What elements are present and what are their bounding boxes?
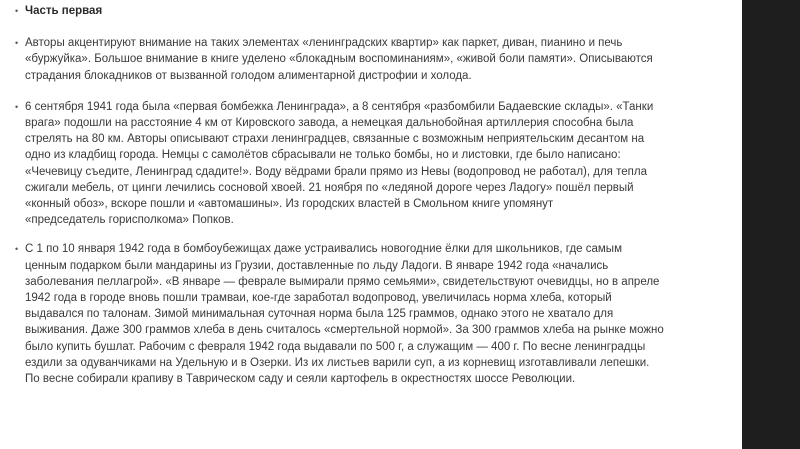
paragraph-3	[15, 241, 739, 387]
paragraph-2	[15, 99, 739, 229]
text-line: ездили за одуванчиками на Удельную и в Озерки. Из их листьев варили суп, а из корневищ изготавливали лепешки.	[25, 356, 650, 369]
slide-edge-bar	[742, 0, 800, 449]
bullet-icon: •	[15, 244, 19, 255]
text-line: «Чечевицу съедите, Ленинград сдадите!». Воду вёдрами брали прямо из Невы (водопровод не работал), для тепла	[25, 165, 647, 178]
text-line: С 1 по 10 января 1942 года в бомбоубежищах даже устраивались новогодние ёлки для школьников, где самым	[25, 243, 622, 256]
text-line: сжигали мебель, от цинги лечились сосновой хвоей. 21 ноября по «ледяной дороге через Ладогу» пошёл первый	[25, 181, 634, 194]
bullet-icon: •	[15, 38, 19, 49]
text-line: «конный обоз», вскоре пошли и «автомашины». Из городских властей в Смольном книге упомянут	[25, 198, 554, 211]
text-line: одно из кладбищ города. Немцы с самолётов сбрасывали не только бомбы, но и листовки, где было написано:	[25, 149, 621, 162]
text-line: выживания. Даже 300 граммов хлеба в день считалось «смертельной нормой». За 300 граммов хлеба на рынке можно	[25, 324, 664, 337]
text-line: выдавался по талонам. Зимой минимальная суточная норма была 125 граммов, однако этого не хватало для	[25, 308, 614, 321]
paragraph-text	[25, 99, 739, 229]
slide-content	[15, 3, 739, 387]
text-line: было купить бушлат. Рабочим с февраля 1942 года выдавали по 500 г, а служащим — 400 г. По весне ленинградцы	[25, 340, 646, 353]
paragraph-1	[15, 35, 739, 84]
heading-item	[15, 3, 739, 19]
heading-title: Часть первая	[25, 5, 103, 17]
text-line: «буржуйка». Большое внимание в книге уделено «блокадным воспоминаниям», «живой боли памяти». Описываются	[25, 53, 653, 66]
text-line: Авторы акцентируют внимание на таких элементах «ленинградских квартир» как паркет, диван, пианино и печь	[25, 37, 623, 50]
paragraph-text	[25, 241, 739, 387]
text-line: По весне собирали крапиву в Таврическом саду и сеяли картофель в окрестностях шоссе Революции.	[25, 373, 576, 386]
bullet-icon: •	[15, 6, 19, 16]
text-line: страдания блокадников от вызванной голодом алиментарной дистрофии и холода.	[25, 69, 472, 82]
text-line: ценным подарком были мандарины из Грузии, доставленные по льду Ладоги. В январе 1942 года «начались	[25, 259, 609, 272]
text-line: 6 сентября 1941 года была «первая бомбежка Ленинграда», а 8 сентября «разбомбили Бадаевские склады». «Танки	[25, 100, 654, 113]
bullet-icon: •	[15, 101, 19, 112]
text-line: заболевания пеллагрой». «В январе — феврале вымирали прямо семьями», свидетельствуют очевидцы, но в апреле	[25, 275, 660, 288]
text-line: 1942 года в городе вновь пошли трамваи, кое-где заработал водопровод, увеличилась норма хлеба, который	[25, 292, 612, 305]
paragraph-text	[25, 35, 739, 84]
text-line: врага» подошли на расстояние 4 км от Кировского завода, а немецкая дальнобойная артиллерия способна была	[25, 117, 634, 130]
text-line: стрелять на 80 км. Авторы описывают страхи ленинградцев, связанные с возможным неприятельским десантом на	[25, 133, 645, 146]
text-line: «председатель горисполкома» Попков.	[25, 214, 234, 227]
